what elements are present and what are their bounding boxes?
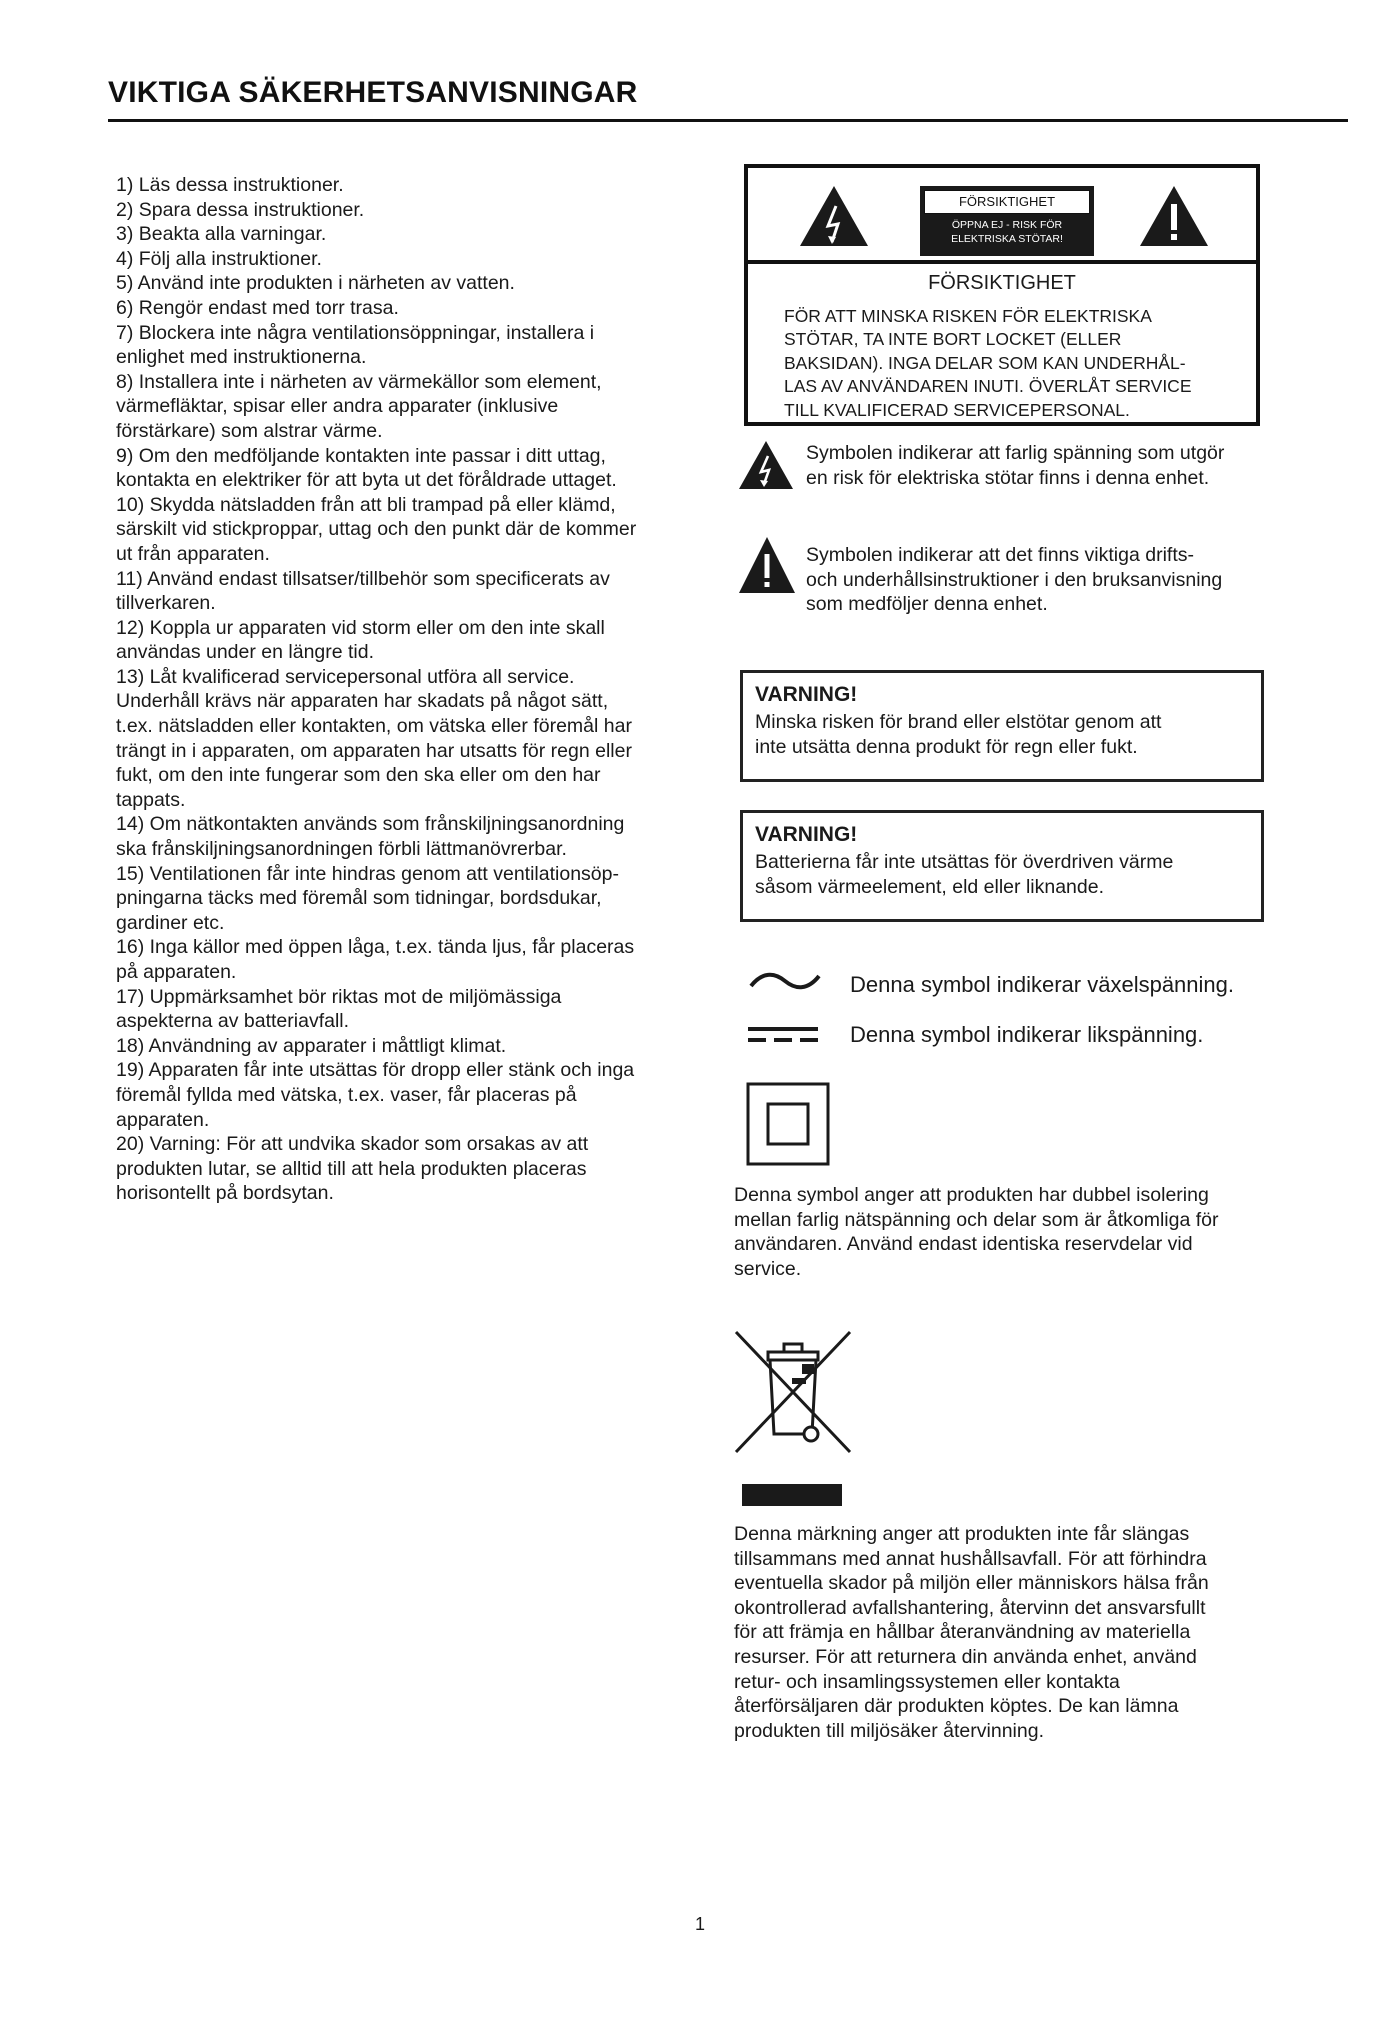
- instruction-line: gardiner etc.: [116, 911, 225, 934]
- instruction-line: 9) Om den medföljande kontakten inte passar i ditt uttag,: [116, 444, 606, 467]
- instruction-line: 4) Följ alla instruktioner.: [116, 247, 322, 270]
- warning-line: Minska risken för brand eller elstötar genom att: [755, 711, 1162, 733]
- description-line: produkten till miljösäker återvinning.: [734, 1719, 1044, 1742]
- instruction-line: 3) Beakta alla varningar.: [116, 223, 327, 246]
- description-line: och underhållsinstruktioner i den bruksanvisning: [806, 568, 1223, 591]
- description-line: Denna märkning anger att produkten inte får slängas: [734, 1523, 1190, 1545]
- instruction-line: 5) Använd inte produkten i närheten av vatten.: [116, 272, 515, 295]
- instruction-line: enlighet med instruktionerna.: [116, 346, 367, 369]
- instruction-line: på apparaten.: [116, 961, 237, 983]
- caution-label-line: ÖPPNA EJ - RISK FÖR: [951, 219, 1063, 231]
- description-line: Symbolen indikerar att det finns viktiga drifts-: [806, 544, 1195, 566]
- caution-label-row: [748, 168, 1256, 264]
- caution-line: BAKSIDAN). INGA DELAR SOM KAN UNDERHÅL-: [784, 352, 1186, 373]
- description-line: tillsammans med annat hushållsavfall. För att förhindra: [734, 1547, 1207, 1570]
- instruction-line: 13) Låt kvalificerad servicepersonal utföra all service.: [116, 665, 575, 688]
- instruction-line: användas under en längre tid.: [116, 641, 375, 664]
- instruction-line: 12) Koppla ur apparaten vid storm eller om den inte skall: [116, 616, 605, 639]
- warning-line: såsom värmeelement, eld eller liknande.: [755, 876, 1105, 898]
- exclamation-symbol-icon: [738, 536, 796, 599]
- instruction-line: ut från apparaten.: [116, 542, 270, 565]
- instruction-line: 7) Blockera inte några ventilationsöppningar, installera i: [116, 321, 595, 344]
- instruction-line: trängt in i apparaten, om apparaten har utsatts för regn eller: [116, 739, 632, 762]
- weee-bar-icon: [742, 1484, 842, 1506]
- double-insulation-icon: [746, 1082, 830, 1171]
- instruction-line: föremål fyllda med vätska, t.ex. vaser, får placeras på: [116, 1083, 577, 1106]
- page-title: VIKTIGA SÄKERHETSANVISNINGAR: [108, 76, 638, 109]
- weee-description: [734, 1522, 1274, 1743]
- caution-label: [920, 186, 1094, 256]
- description-line: användaren. Använd endast identiska reservdelar vid: [734, 1233, 1193, 1256]
- instruction-line: kontakta en elektriker för att byta ut det föråldrade uttaget.: [116, 469, 617, 492]
- description-line: återförsäljaren där produkten köptes. De kan lämna: [734, 1695, 1179, 1718]
- description-line: som medföljer denna enhet.: [806, 593, 1048, 616]
- instruction-line: tillverkaren.: [116, 592, 216, 615]
- instruction-line: Underhåll krävs när apparaten har skadats på något sätt,: [116, 690, 609, 713]
- caution-line: TILL KVALIFICERAD SERVICEPERSONAL.: [784, 399, 1130, 420]
- warning-line: inte utsätta denna produkt för regn eller fukt.: [755, 736, 1138, 758]
- description-line: en risk för elektriska stötar finns i denna enhet.: [806, 466, 1210, 489]
- instruction-line: 11) Använd endast tillsatser/tillbehör som specificerats av: [116, 567, 610, 590]
- instruction-line: 14) Om nätkontakten används som frånskiljningsanordning: [116, 813, 625, 836]
- caution-line: LAS AV ANVÄNDAREN INUTI. ÖVERLÅT SERVICE: [784, 376, 1192, 397]
- exclamation-symbol-description: [806, 543, 1276, 617]
- description-line: resurser. För att returnera din använda enhet, använd: [734, 1645, 1197, 1668]
- caution-label-title: FÖRSIKTIGHET: [924, 190, 1090, 214]
- instruction-line: 19) Apparaten får inte utsättas för dropp eller stänk och inga: [116, 1059, 635, 1082]
- exclamation-triangle-icon: [1138, 184, 1210, 248]
- instruction-line: 15) Ventilationen får inte hindras genom att ventilationsöp-: [116, 862, 619, 885]
- instruction-line: 1) Läs dessa instruktioner.: [116, 174, 344, 196]
- instruction-line: apparaten.: [116, 1108, 210, 1131]
- caution-box: [744, 164, 1260, 426]
- double-insulation-description: [734, 1183, 1274, 1281]
- dc-voltage-description: Denna symbol indikerar likspänning.: [850, 1022, 1204, 1047]
- description-line: för att främja en hållbar återanvändning av materiella: [734, 1621, 1191, 1644]
- description-line: okontrollerad avfallshantering, återvinn det ansvarsfullt: [734, 1596, 1206, 1619]
- warning-line: Batterierna får inte utsättas för överdriven värme: [755, 851, 1174, 873]
- instruction-line: förstärkare) som alstrar värme.: [116, 419, 383, 442]
- instruction-line: 20) Varning: För att undvika skador som orsakas av att: [116, 1133, 589, 1156]
- instruction-line: 6) Rengör endast med torr trasa.: [116, 296, 399, 319]
- caution-heading: FÖRSIKTIGHET: [928, 272, 1076, 294]
- caution-label-text: [924, 218, 1090, 246]
- page-number: 1: [694, 1914, 705, 1934]
- ac-voltage-description: Denna symbol indikerar växelspänning.: [850, 972, 1234, 997]
- caution-label-line: ELEKTRISKA STÖTAR!: [951, 233, 1063, 245]
- crossed-out-bin-icon: [732, 1330, 854, 1461]
- warning-box-batteries: [740, 810, 1264, 922]
- description-line: Symbolen indikerar att farlig spänning som utgör: [806, 442, 1225, 464]
- instruction-line: tappats.: [116, 788, 186, 811]
- lightning-symbol-description: [806, 441, 1276, 490]
- instruction-line: 16) Inga källor med öppen låga, t.ex. tända ljus, får placeras: [116, 936, 635, 959]
- lightning-triangle-icon: [798, 184, 870, 248]
- instruction-line: 17) Uppmärksamhet bör riktas mot de miljömässiga: [116, 985, 562, 1008]
- instruction-line: fukt, om den inte fungerar som den ska eller om den har: [116, 764, 601, 787]
- instruction-line: pningarna täcks med föremål som tidningar, bordsdukar,: [116, 887, 602, 910]
- title-divider: [108, 119, 1348, 122]
- instruction-line: t.ex. nätsladden eller kontakten, om vätska eller föremål har: [116, 715, 632, 738]
- description-line: service.: [734, 1257, 802, 1280]
- ac-voltage-icon: [748, 970, 822, 997]
- description-line: retur- och insamlingssystemen eller kontakta: [734, 1670, 1120, 1693]
- caution-line: FÖR ATT MINSKA RISKEN FÖR ELEKTRISKA: [784, 306, 1152, 326]
- instruction-line: 10) Skydda nätsladden från att bli trampad på eller klämd,: [116, 493, 616, 516]
- warning-title: VARNING!: [755, 683, 858, 706]
- instruction-line: 8) Installera inte i närheten av värmekällor som element,: [116, 370, 602, 393]
- warning-box-moisture: [740, 670, 1264, 782]
- instruction-line: produkten lutar, se alltid till att hela produkten placeras: [116, 1157, 587, 1180]
- description-line: Denna symbol anger att produkten har dubbel isolering: [734, 1184, 1209, 1206]
- instruction-list: [116, 173, 686, 1206]
- instruction-line: aspekterna av batteriavfall.: [116, 1010, 350, 1033]
- instruction-line: värmefläktar, spisar eller andra apparater (inklusive: [116, 395, 559, 418]
- lightning-symbol-icon: [738, 440, 794, 495]
- instruction-line: ska frånskiljningsanordningen förbli lättmanövrerbar.: [116, 838, 567, 861]
- instruction-line: horisontellt på bordsytan.: [116, 1182, 334, 1205]
- instruction-line: särskilt vid stickproppar, uttag och den punkt där de kommer: [116, 518, 637, 541]
- warning-title: VARNING!: [755, 823, 858, 846]
- instruction-line: 18) Användning av apparater i måttligt klimat.: [116, 1034, 507, 1057]
- caution-line: STÖTAR, TA INTE BORT LOCKET (ELLER: [784, 329, 1122, 350]
- instruction-line: 2) Spara dessa instruktioner.: [116, 198, 365, 221]
- description-line: eventuella skador på miljön eller människors hälsa från: [734, 1572, 1209, 1595]
- caution-body: [784, 305, 1234, 422]
- dc-voltage-icon: [748, 1024, 820, 1051]
- description-line: mellan farlig nätspänning och delar som är åtkomliga för: [734, 1208, 1219, 1231]
